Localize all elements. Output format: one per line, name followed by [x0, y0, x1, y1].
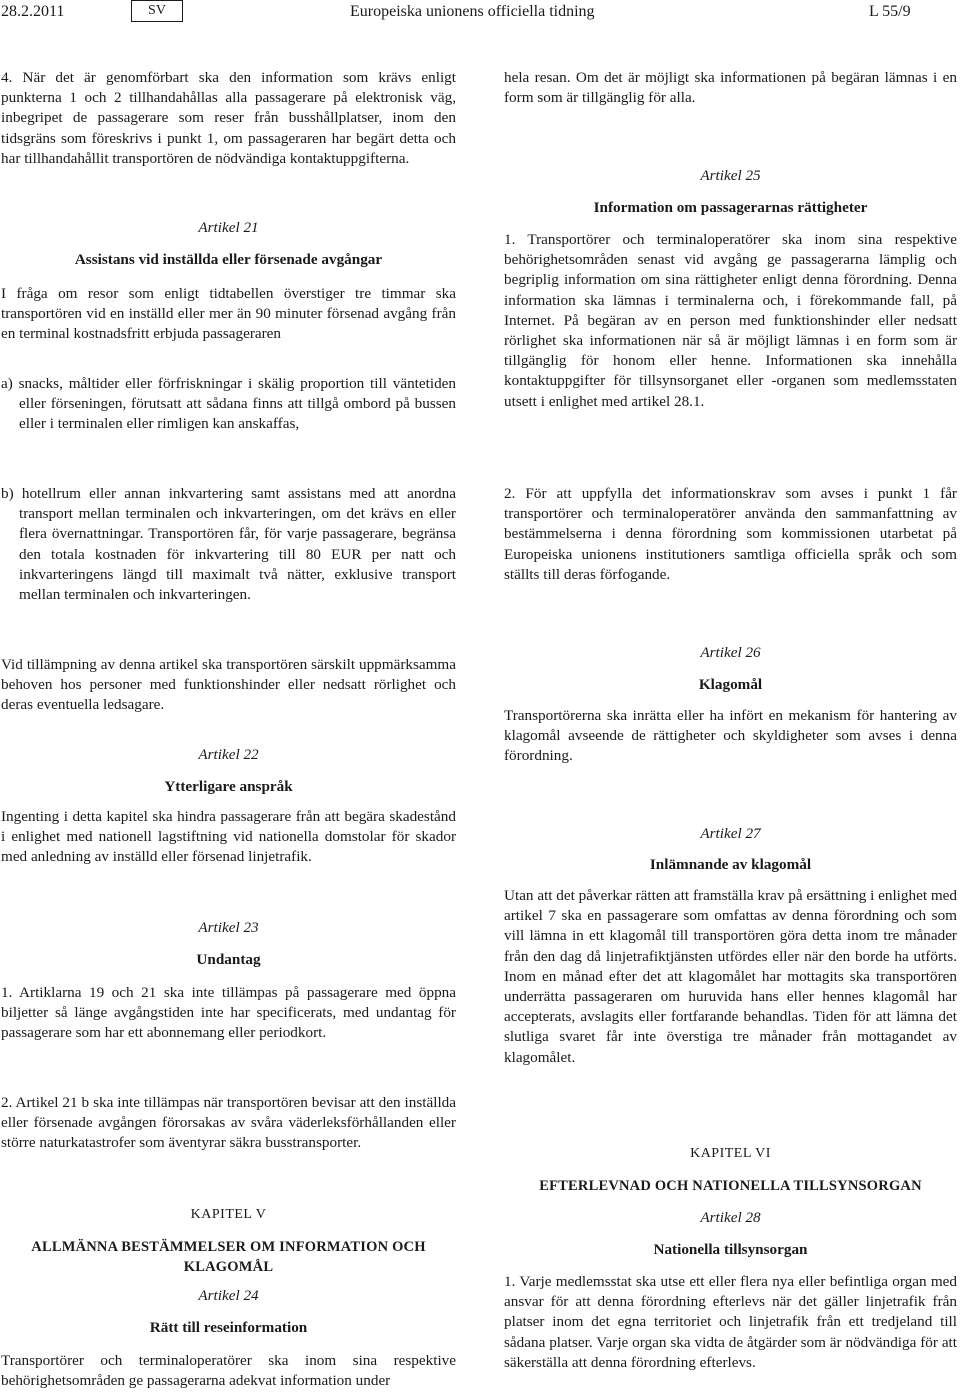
article-21-intro: I fråga om resor som enligt tidtabellen överstiger tre timmar ska transportören vid en inställd eller mer än 90 minuter försenad avgång från en terminal kostnadsfritt erbjuda passageraren	[1, 285, 456, 343]
article-28-label: Artikel 28	[700, 1209, 761, 1226]
article-21-closing: Vid tillämpning av denna artikel ska transportören särskilt uppmärksamma behoven hos personer med funktionshinder eller nedsatt rörlighet och deras eventuella ledsagare.	[1, 656, 456, 714]
article-26-text: Transportörerna ska inrätta eller ha infört en mekanism för hantering av klagomål avseende de rättigheter och skyldigheter som avses i denna förordning.	[504, 707, 957, 765]
article-22-title: Ytterligare anspråk	[164, 778, 293, 795]
article-23-label: Artikel 23	[198, 919, 259, 936]
chapter-5-label: KAPITEL V	[190, 1207, 267, 1222]
article-28-title: Nationella tillsynsorgan	[653, 1241, 808, 1258]
article-22-text: Ingenting i detta kapitel ska hindra passagerare från att begära skadestånd i enlighet med nationell lagstiftning vid nationella domstolar för skador med anledning av inställd eller försenad linjetrafik.	[1, 808, 456, 866]
language-badge: SV	[131, 0, 183, 22]
page-number: L 55/9	[869, 3, 911, 20]
article-21-item-b: b) hotellrum eller annan inkvartering samt assistans med att anordna transport mellan terminalen och inkvarteringen, om det krävs en eller flera övernattningar. Transportören får, för varje passagerare, begränsa den totala kostnaden för inkvartering till 80 EUR per natt och inkvarteringens längd till maximalt två nätter, exklusive transport mellan terminalen och inkvarteringen.	[1, 485, 456, 604]
article-21-item-a: a) snacks, måltider eller förfriskningar i skälig proportion till väntetiden eller förseningen, förutsatt att sådana finns att tillgå ombord på bussen eller i terminalen eller rimligen kan anskaffas,	[1, 375, 456, 433]
article-25-para-2: 2. För att uppfylla det informationskrav som avses i punkt 1 får transportörer och terminaloperatörer använda den sammanfattning av bestämmelserna i denna förordning som kommissionen utarbetat på Europeiska unionens institutioners samtliga officiella språk och som ställts till deras förfogande.	[504, 485, 957, 583]
chapter-6-label: KAPITEL VI	[690, 1146, 771, 1161]
article-27-label: Artikel 27	[700, 825, 761, 842]
article-27-title: Inlämnande av klagomål	[649, 856, 812, 873]
page-header	[0, 0, 960, 30]
article-26-label: Artikel 26	[700, 644, 761, 661]
article-21-label: Artikel 21	[198, 219, 259, 236]
article-28-para-1: 1. Varje medlemsstat ska utse ett eller flera nya eller befintliga organ med ansvar för att denna förordning efterlevs när det gäller linjetrafik från platser inom det egna territoriet och linjetrafik från ett tredjeland till sådana platser. Varje organ ska vidta de åtgärder som är nödvändiga för att säkerställa att denna förordning efterlevs.	[504, 1273, 957, 1371]
article-24-title: Rätt till reseinformation	[149, 1319, 308, 1336]
article-21-title: Assistans vid inställda eller försenade avgångar	[74, 251, 383, 268]
article-24-text: Transportörer och terminaloperatörer ska inom sina respektive behörighetsområden ge passagerarna adekvat information under	[1, 1352, 456, 1390]
journal-title: Europeiska unionens officiella tidning	[350, 3, 595, 20]
article-23-para-2: 2. Artikel 21 b ska inte tillämpas när transportören bevisar att den inställda eller försenade avgången förorsakas av svåra väderleksförhållanden eller större naturkatastrofer som äventyrar säkra busstransporter.	[1, 1094, 456, 1152]
paragraph-4: 4. När det är genomförbart ska den information som krävs enligt punkterna 1 och 2 tillhandahållas alla passagerare på elektronisk väg, inbegripet de passagerare som reser från busshållplatser, inom den tidsgräns som föreskrivs i punkt 1, om passageraren har begärt detta och har tillhandahållit transportören de nödvändiga kontaktuppgifterna.	[1, 69, 456, 167]
article-25-label: Artikel 25	[700, 167, 761, 184]
article-24-continuation: hela resan. Om det är möjligt ska informationen på begäran lämnas i en form som är tillgänglig för alla.	[504, 69, 957, 107]
article-23-para-1: 1. Artiklarna 19 och 21 ska inte tillämpas på passagerare med öppna biljetter så länge avgångstiden inte har specificerats, med undantag för passagerare som har ett abonnemang eller periodkort.	[1, 984, 456, 1042]
chapter-6-title: EFTERLEVNAD OCH NATIONELLA TILLSYNSORGAN	[539, 1178, 922, 1194]
issue-date: 28.2.2011	[1, 3, 65, 20]
article-27-text: Utan att det påverkar rätten att framställa krav på ersättning i enlighet med artikel 7 ska en passagerare som omfattas av denna förordning och som vill lämna in ett klagomål till transportören göra detta inom tre månader från den dag då linjetrafiktjänsten utfördes eller när den borde ha utförts. Inom en månad efter det att klagomålet har mottagits ska transportören underrätta passageraren om huruvida hans eller hennes klagomål har accepterats, avslagits eller fortfarande behandlas. Tiden för att lämna det slutliga svaret får inte överstiga tre månader från mottagandet av klagomålet.	[504, 887, 957, 1066]
article-25-title: Information om passagerarnas rättigheter	[593, 199, 868, 216]
article-26-title: Klagomål	[698, 676, 763, 693]
article-22-label: Artikel 22	[198, 746, 259, 763]
article-23-title: Undantag	[196, 951, 261, 968]
article-25-para-1: 1. Transportörer och terminaloperatörer ska inom sina respektive behörighetsområden senast vid avgång ge passagerarna lämplig och begriplig information om sina rättigheter enligt denna förordning. Denna information ska lämnas i terminalerna och, i förekommande fall, på Internet. På begäran av en person med funktionshinder eller nedsatt rörlighet ska informationen när så är möjligt lämnas i en form som är tillgänglig för honom eller henne. Informationen ska innehålla kontaktuppgifter för tillsynsorganet eller -organen som medlemsstaten utsett i enlighet med artikel 28.1.	[504, 231, 957, 410]
article-24-label: Artikel 24	[198, 1287, 259, 1304]
chapter-5-title: ALLMÄNNA BESTÄMMELSER OM INFORMATION OCH KLAGOMÅL	[31, 1239, 426, 1276]
